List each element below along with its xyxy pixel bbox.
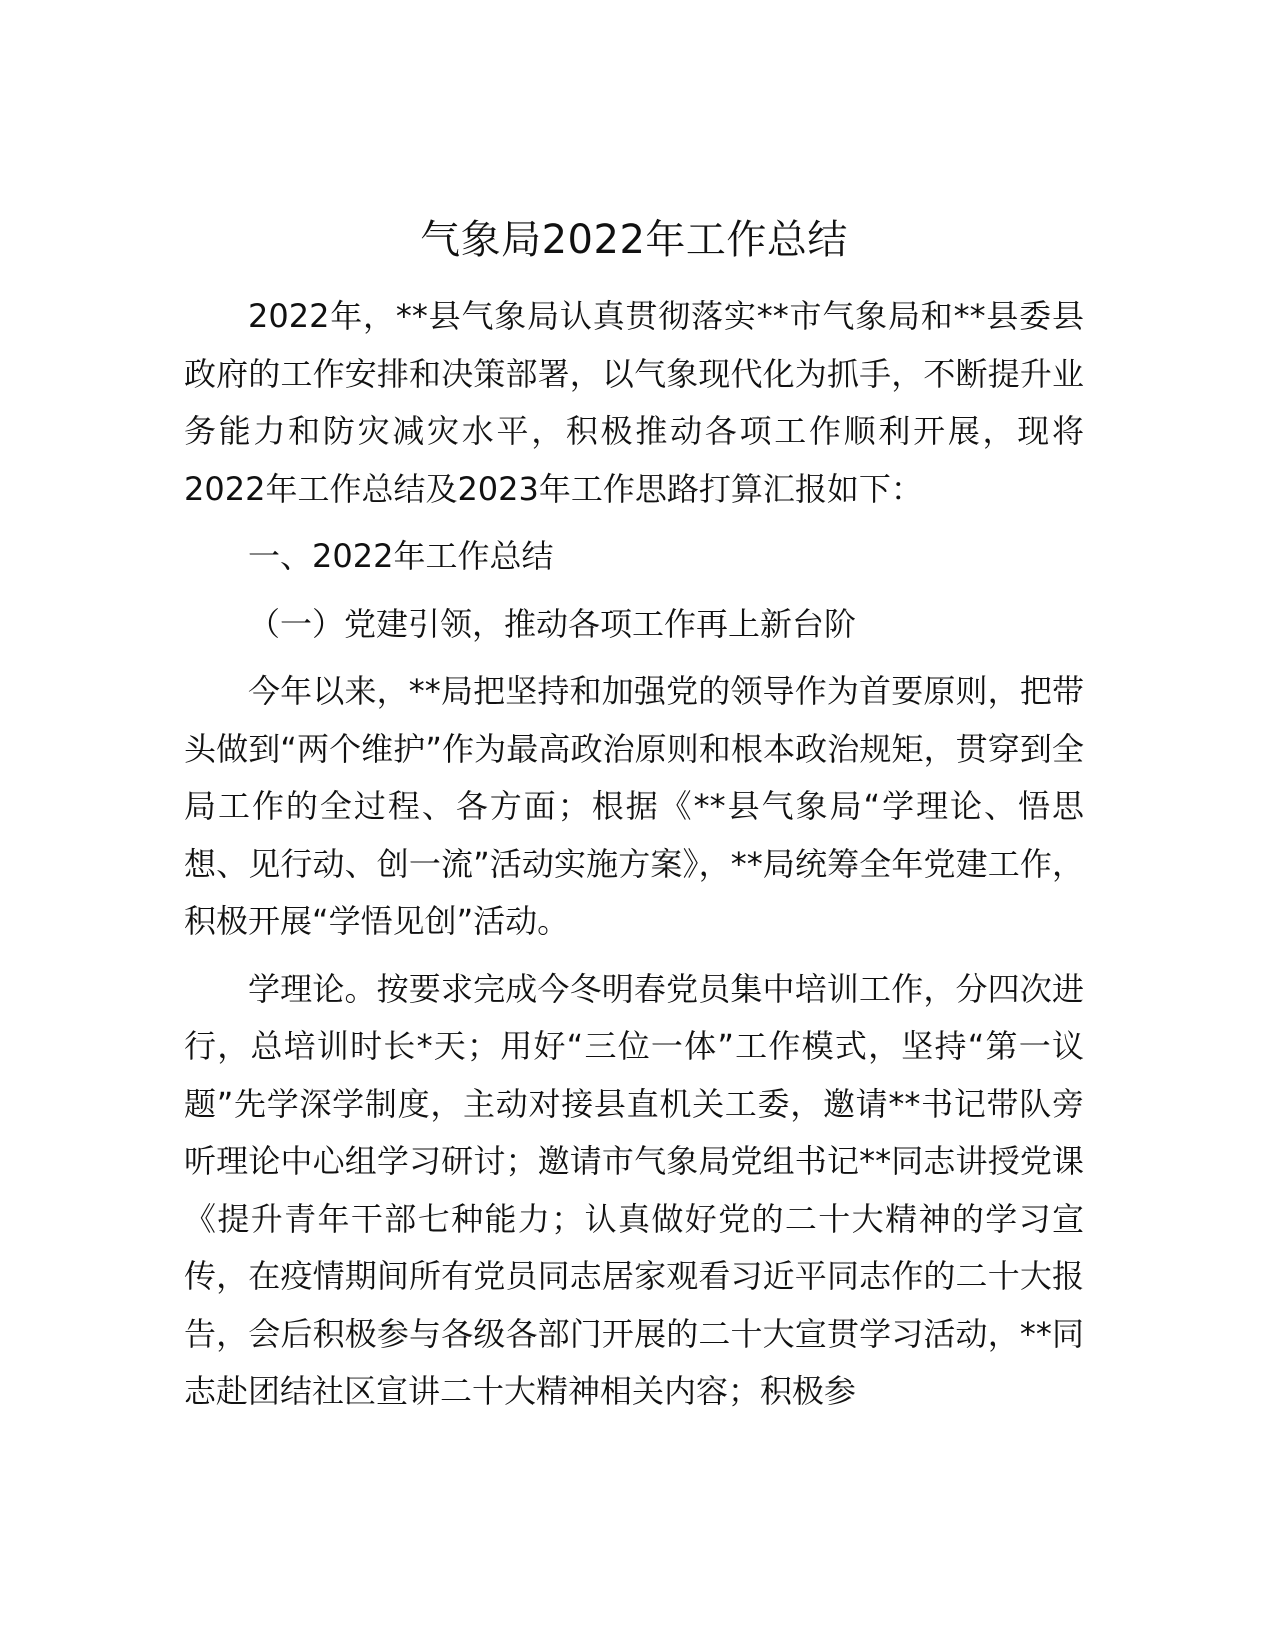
- section-heading: 一、2022年工作总结: [248, 537, 554, 575]
- document-body: [184, 212, 1084, 1431]
- intro-paragraph: 2022年，**县气象局认真贯彻落实**市气象局和**县委县政府的工作安排和决策部署，以气象现代化为抓手，不断提升业务能力和防灾减灾水平，积极推动各项工作顺利开展，现将2022年工作总结及2023年工作思路打算汇报如下：: [184, 297, 1084, 508]
- body-paragraph: 学理论。按要求完成今冬明春党员集中培训工作，分四次进行，总培训时长*天；用好“三位一体”工作模式，坚持“第一议题”先学深学制度，主动对接县直机关工委，邀请**书记带队旁听理论中心组学习研讨；邀请市气象局党组书记**同志讲授党课《提升青年干部七种能力；认真做好党的二十大精神的学习宣传，在疫情期间所有党员同志居家观看习近平同志作的二十大报告，会后积极参与各级各部门开展的二十大宣贯学习活动，**同志赴团结社区宣讲二十大精神相关内容；积极参: [184, 969, 1084, 1410]
- body-paragraph: 今年以来，**局把坚持和加强党的领导作为首要原则，把带头做到“两个维护”作为最高政治原则和根本政治规矩，贯穿到全局工作的全过程、各方面；根据《**县气象局“学理论、悟思想、见行动、创一流”活动实施方案》，**局统筹全年党建工作，积极开展“学悟见创”活动。: [184, 672, 1084, 940]
- document-title: 气象局2022年工作总结: [420, 217, 848, 263]
- subsection-heading: （一）党建引领，推动各项工作再上新台阶: [248, 604, 857, 643]
